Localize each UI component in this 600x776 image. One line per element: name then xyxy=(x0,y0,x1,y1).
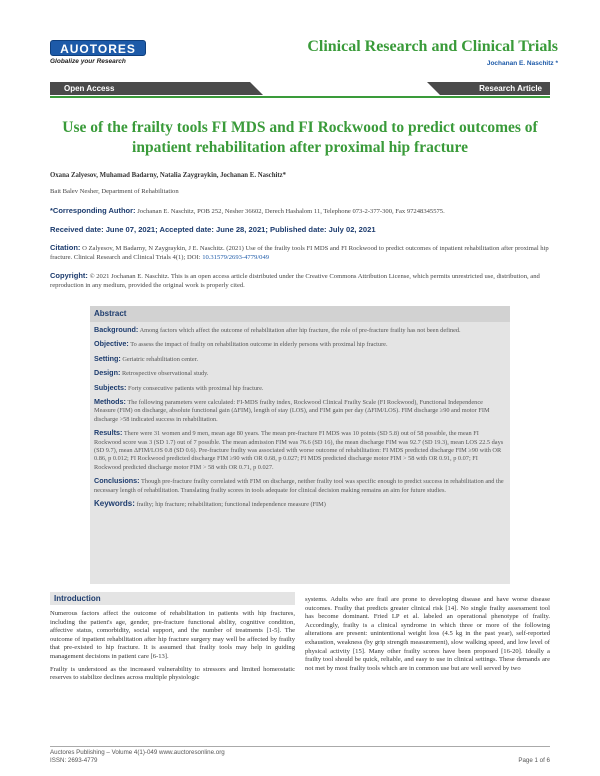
article-type-banner: Research Article xyxy=(440,82,550,95)
citation-label: Citation: xyxy=(50,243,81,252)
abstract-label: Background: xyxy=(94,325,139,334)
article-title: Use of the frailty tools FI MDS and FI Rockwood to predict outcomes of inpatient rehabilitation after proximal hip fracture xyxy=(62,119,538,156)
abstract-label: Subjects: xyxy=(94,382,127,392)
abstract-label: Methods: xyxy=(94,397,126,407)
abstract-label: Setting: xyxy=(94,353,121,363)
abstract-keywords xyxy=(94,500,506,509)
copyright-label: Copyright: xyxy=(50,271,88,280)
article-dates: Received date: June 07, 2021; Accepted date: June 28, 2021; Published date: July 02, 2021 xyxy=(50,225,376,234)
abstract-text: Though pre-fracture frailty correlated with FIM on discharge, neither frailty tool was specific enough to predict success in rehabilitation and the necessary length of rehabilitation. Translating frailty scores in tools adequate for clinical decision making remains an aim for future studies. xyxy=(94,478,504,494)
intro-paragraph: systems. Adults who are frail are prone to developing disease and have worse disease outcomes. Frailty that predicts greater clinical risk [14]. No single frailty assessment tool has become dominant. Fried LP et al. labeled an operational phenotype of frailty. Accordingly, frailty is a clinical syndrome in which three or more of the following alterations are present: unintentional weight loss (4.5 kg in the past year), self-reported exhaustion, weakness (by grip strength measurement), slow walking speed, and low level of physical activity [15]. Many other frailty scores have been proposed [16-20]. Ideally a frailty tool should be quick, reliable, and easy to use in clinical settings. These demands are not met by most frailty tools which are in common use but are well served by two xyxy=(305,596,550,672)
footer-volume: Auctores Publishing – Volume 4(1)-049 www.auctoresonline.org xyxy=(50,749,225,756)
page-number: Page 1 of 6 xyxy=(518,757,550,764)
copyright-text: © 2021 Jochanan E. Naschitz. This is an open access article distributed under the Creative Commons Attribution License, which permits unrestricted use, distribution, and reproduction in any medium, provided the original work is properly cited. xyxy=(50,273,540,289)
abstract-background xyxy=(94,326,506,335)
affiliation: Bait Balev Nesher, Department of Rehabilitation xyxy=(50,188,179,195)
copyright xyxy=(50,271,550,290)
abstract-label: Conclusions: xyxy=(94,476,140,486)
abstract-results xyxy=(94,429,506,472)
corresponding-text: Jochanan E. Naschitz, POB 252, Nesher 36602, Derech Hashalom 11, Telephone 073-2-377-300, Fax 97248345575. xyxy=(137,208,445,215)
footer-issn: ISSN: 2693-4779 xyxy=(50,757,98,764)
abstract-label: Objective: xyxy=(94,339,129,349)
abstract-text: To assess the impact of frailty on rehabilitation outcome in elderly persons with proximal hip fracture. xyxy=(130,341,388,349)
abstract-text: Forty consecutive patients with proximal hip fracture. xyxy=(127,384,264,392)
abstract-label: Results: xyxy=(94,428,123,438)
abstract-text: Geriatric rehabilitation center. xyxy=(122,355,199,363)
intro-paragraph: Numerous factors affect the outcome of rehabilitation in patients with hip fractures, including the patient's age, gender, pre-fracture functional ability, cognitive condition, affective status, comorbidity, social support, and the number of treatments [1-5]. The outcome of inpatient rehabilitation after hip fracture surgery may well be affected by frailty that pre-existed to hip fracture. It is assumed that frailty tools may help in guiding management decisions in patient care [6-13]. xyxy=(50,610,295,660)
corresponding-label: *Corresponding Author: xyxy=(50,206,136,215)
open-access-banner: Open Access xyxy=(50,82,250,95)
intro-right-column xyxy=(305,596,550,677)
introduction-heading: Introduction xyxy=(50,592,295,605)
abstract-text: The following parameters were calculated: FI-MDS frailty index, Rockwood Clinical Frailty Scale (FI Rockwood), Functional Independence Measure (FIM) on discharge, absolute functional gain (ΔFIM), length of stay (LOS), and FIM gain per day (ΔFIM/LOS). FIM discharge ≥90 and motor FIM discharge >58 indicated success in rehabilitation. xyxy=(94,399,490,423)
abstract-conclusions xyxy=(94,477,506,495)
abstract-label: Design: xyxy=(94,368,121,378)
footer-publisher xyxy=(50,749,225,765)
abstract-text: Retrospective observational study. xyxy=(121,370,209,378)
abstract-box xyxy=(90,306,510,584)
corresponding-author xyxy=(50,206,550,216)
citation xyxy=(50,243,550,262)
abstract-design xyxy=(94,369,506,378)
doi-link[interactable]: 10.31579/2693-4779/049 xyxy=(202,254,270,261)
abstract-text: Among factors which affect the outcome of rehabilitation after hip fracture, the role of pre-fracture frailty has not been defined. xyxy=(139,327,461,334)
abstract-text: There were 31 women and 9 men, mean age 80 years. The mean pre-fracture FI MDS was 10 points (SD 5.8) out of 58 possible, the mean FI Rockwood score was 3 (SD 1.7) out of 7 possible. The mean admission FIM was 76.6 (SD 16), the mean discharge FIM was 92.7 (SD 19.3), mean LOS 22.5 days (SD 9.7), mean ΔFIM/LOS 0.8 (SD 0.6). Pre-fracture frailty was associated with worse outcome of rehabilitation: FI MDS predicted discharge FIM ≥90 with OR 0.86, p 0.012; FI Rockwood predicted discharge FIM ≥90 with OR 0.68, p 0.027; FI MDS predicted discharge motor FIM > 58 with OR 0.91, p 0.07; FI Rockwood predicted discharge motor FIM > 58 with OR 0.71, p 0.027. xyxy=(94,430,504,471)
citation-text: O Zalyesov, M Badarny, N Zaygraykin, J E. Naschitz. (2021) Use of the frailty tools FI MDS and FI Rockwood to predict outcomes of inpatient rehabilitation after proximal hip fracture. Clinical Research and Clinical Trials 4(1); DOI: xyxy=(50,245,549,261)
journal-title: Clinical Research and Clinical Trials xyxy=(307,38,558,55)
header-author: Jochanan E. Naschitz * xyxy=(486,60,558,67)
author-list: Oxana Zalyesov, Muhamad Badarny, Natalia Zaygraykin, Jochanan E. Naschitz* xyxy=(50,172,287,179)
keywords-label: Keywords: xyxy=(94,499,135,509)
abstract-subjects xyxy=(94,384,506,393)
keywords-text: frailty; hip fracture; rehabilitation; functional independence measure (FIM) xyxy=(136,501,326,509)
header-divider xyxy=(50,96,550,98)
intro-paragraph: Frailty is understood as the increased vulnerability to stressors and limited homeostatic reserves to stabilize declines across multiple physiologic xyxy=(50,665,295,682)
abstract-heading: Abstract xyxy=(90,306,510,322)
abstract-body xyxy=(90,322,510,510)
footer-divider xyxy=(50,746,550,747)
intro-left-column xyxy=(50,610,295,687)
publisher-logo: AUOTORES xyxy=(50,40,146,56)
abstract-methods xyxy=(94,398,506,424)
publisher-tagline: Globalize your Research xyxy=(50,58,126,65)
abstract-objective xyxy=(94,340,506,349)
page-header xyxy=(0,0,600,80)
abstract-setting xyxy=(94,355,506,364)
